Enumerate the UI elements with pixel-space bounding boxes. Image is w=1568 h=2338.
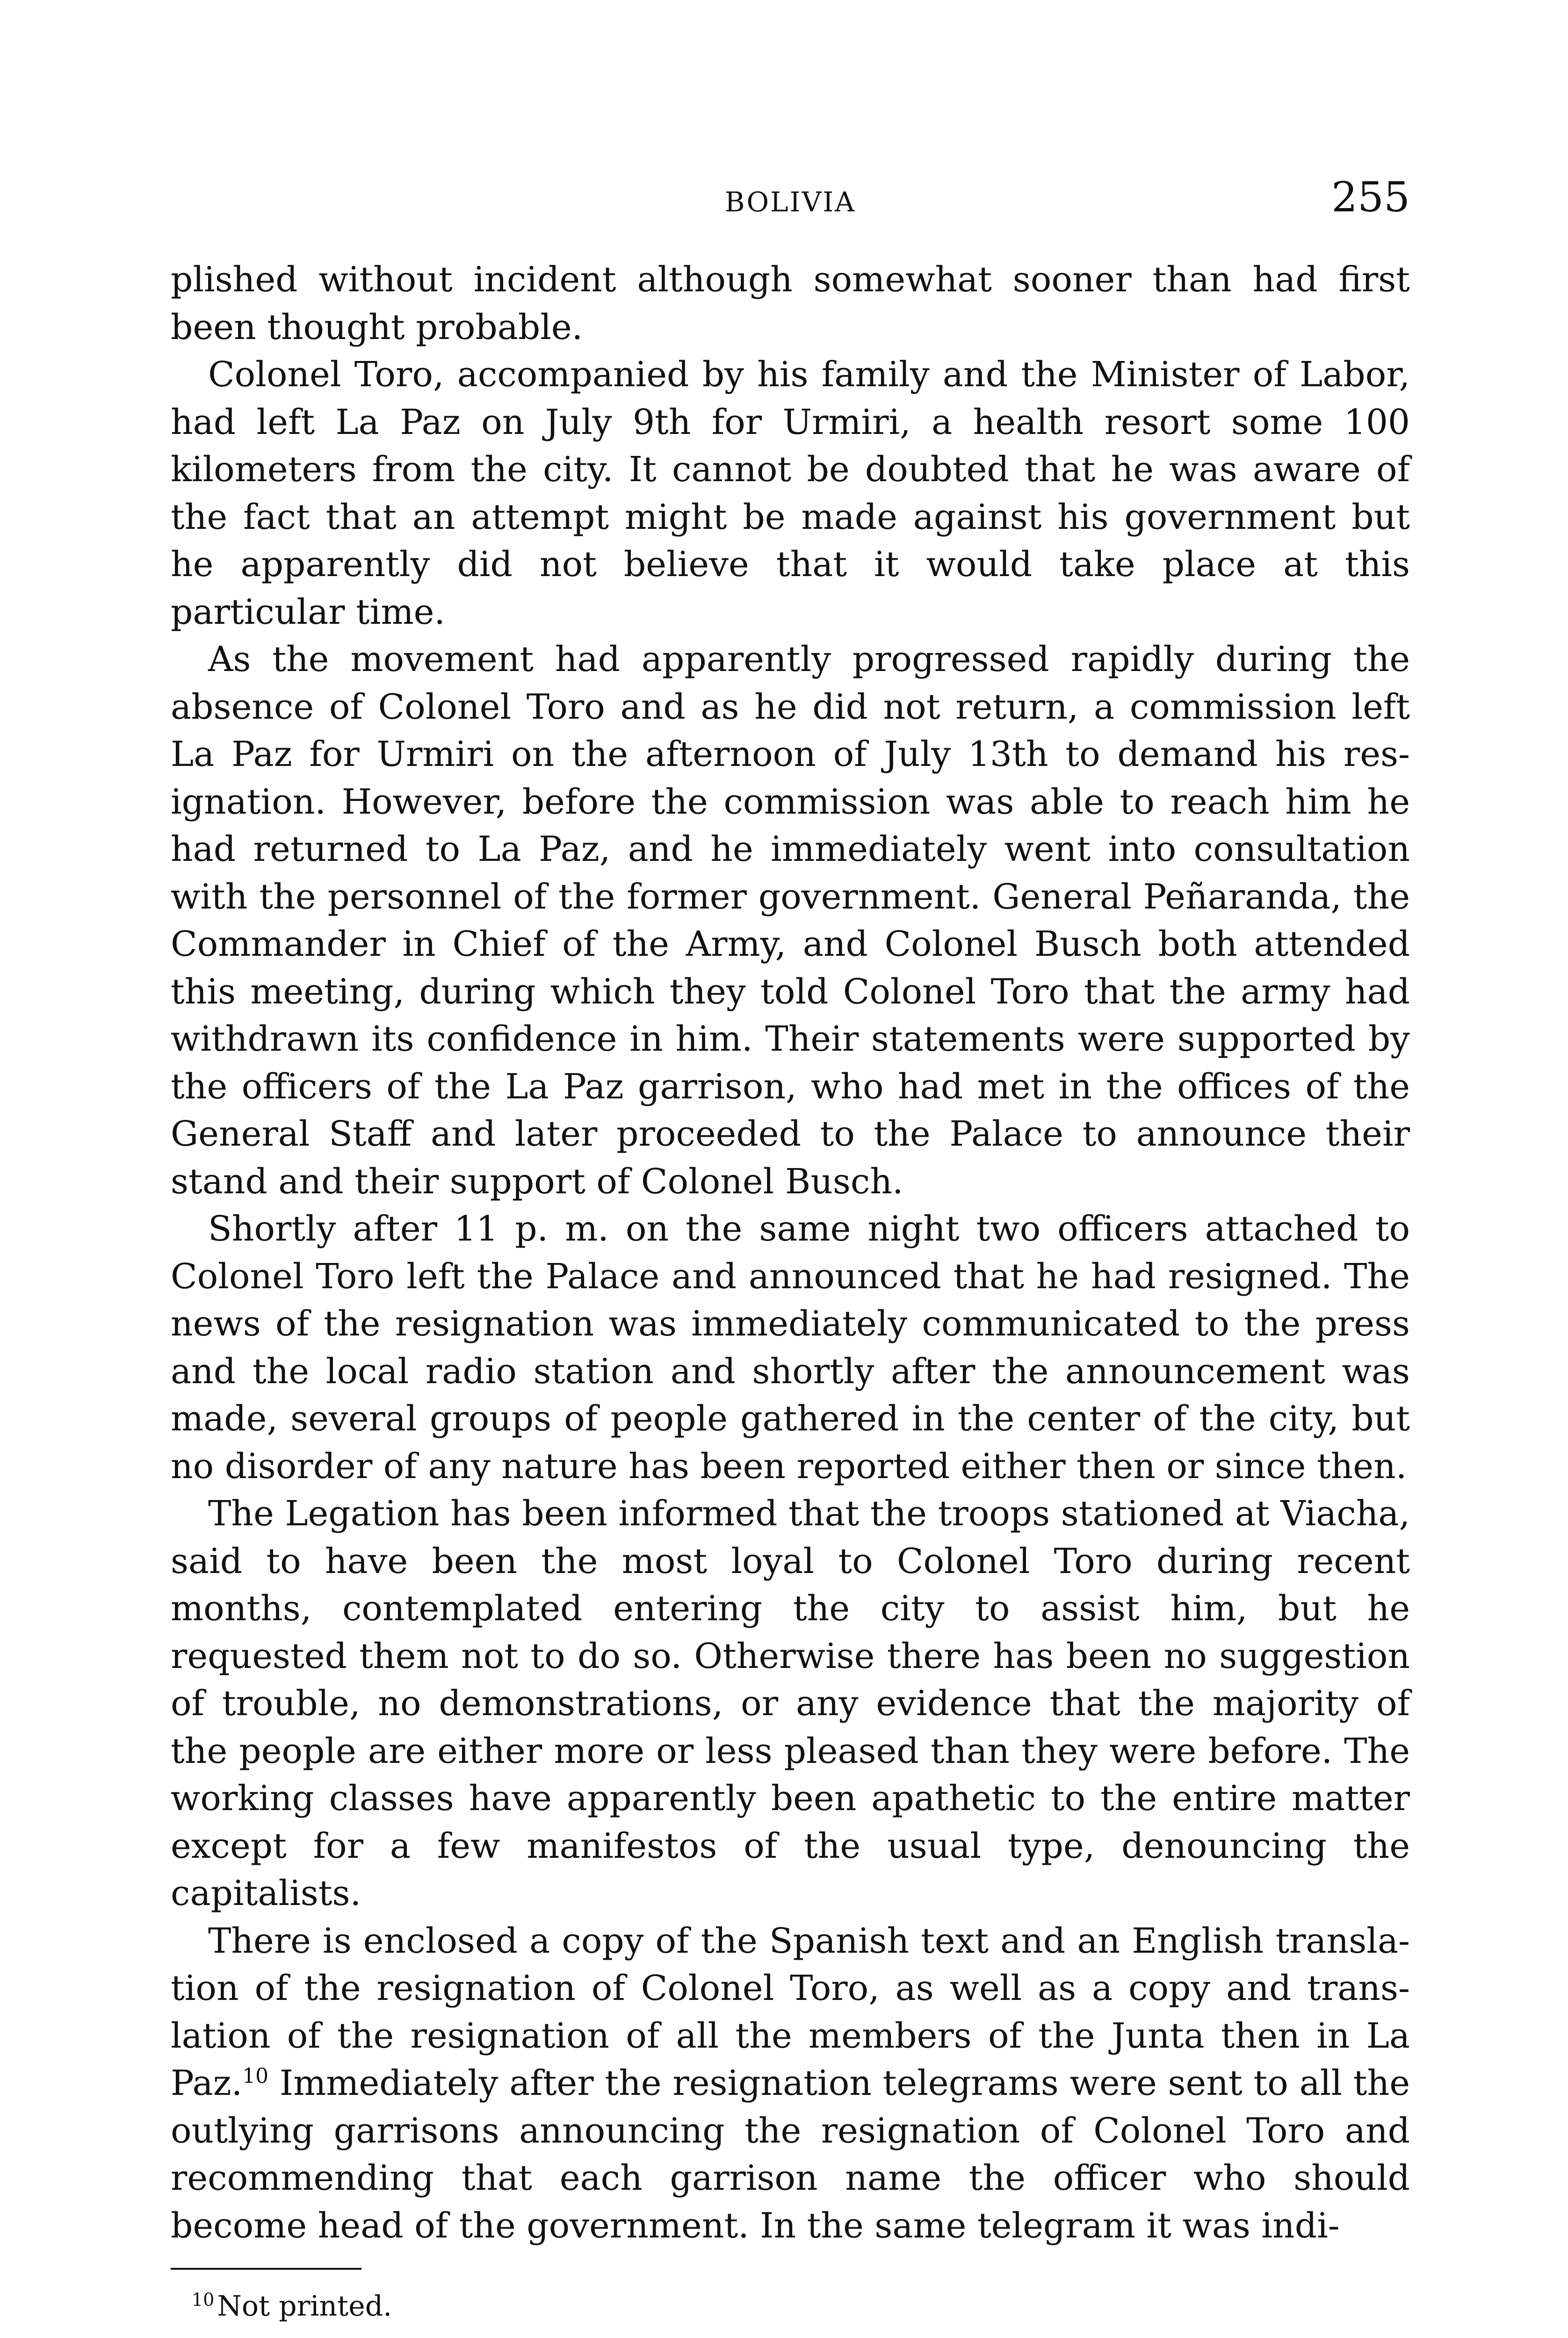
paragraph-text: Immediately after the resignation telegrams were sent to all the outlying garrisons announcing the resignation of Colonel Toro and recommending that each garrison name the officer who should become head of the government. In the same telegram it was indi-: [171, 2063, 1410, 2246]
footnote: [192, 2287, 392, 2325]
page-number: 255: [1331, 173, 1410, 221]
footnote-text: Not printed.: [217, 2290, 392, 2323]
running-head: [171, 174, 1410, 230]
paragraph: Colonel Toro, accompanied by his family and the Minister of Labor, had left La Paz on July 9th for Urmiri, a health resort some 100 kilometers from the city. It cannot be doubted that he was aware of the fact that an attempt might be made against his government but he apparently did not believe that it would take place at this particular time.: [171, 354, 1410, 632]
paragraph: As the movement had apparently progressed rapidly during the absence of Colonel Toro and as he did not return, a commission left La Paz for Urmiri on the afternoon of July 13th to demand his resignation. However, before the commission was able to reach him he had returned to La Paz, and he immediately went into consultation with the personnel of the former government. General Peñaranda, the Commander in Chief of the Army, and Colonel Busch both attended this meeting, during which they told Colonel Toro that the army had withdrawn its confidence in him. Their statements were supported by the officers of the La Paz garrison, who had met in the offices of the General Staff and later proceeded to the Palace to announce their stand and their support of Colonel Busch.: [171, 639, 1410, 1202]
paragraph-with-footnote-ref: [171, 1918, 1410, 2250]
paragraph-continuation: plished without incident although somewhat sooner than had first been thought probable.: [171, 260, 1410, 347]
paragraph: The Legation has been informed that the troops stationed at Viacha, said to have been the most loyal to Colonel Toro during recent months, contemplated entering the city to assist him, but he requested them not to do so. Otherwise there has been no suggestion of trouble, no demonstrations, or any evidence that the majority of the people are either more or less pleased than they were before. The working classes have apparently been apathetic to the entire matter except for a few manifestos of the usual type, denouncing the capitalists.: [171, 1494, 1410, 1913]
paragraph: Shortly after 11 p. m. on the same night two officers attached to Colonel Toro left the Palace and announced that he had resigned. The news of the resignation was immediately communicated to the press and the local radio station and shortly after the announcement was made, several groups of people gathered in the center of the city, but no disorder of any nature has been reported either then or since then.: [171, 1209, 1410, 1487]
paragraph-text: There is enclosed a copy of the Spanish text and an English translation of the resignation of Colonel Toro, as well as a copy and translation of the resignation of all the members of the Junta then in La Paz.: [171, 1920, 1410, 2103]
footnote-reference: 10: [242, 2064, 269, 2088]
running-title: BOLIVIA: [724, 186, 856, 218]
footnote-number: 10: [192, 2289, 215, 2310]
body-text: [171, 256, 1410, 2250]
footnote-divider: [171, 2268, 361, 2270]
